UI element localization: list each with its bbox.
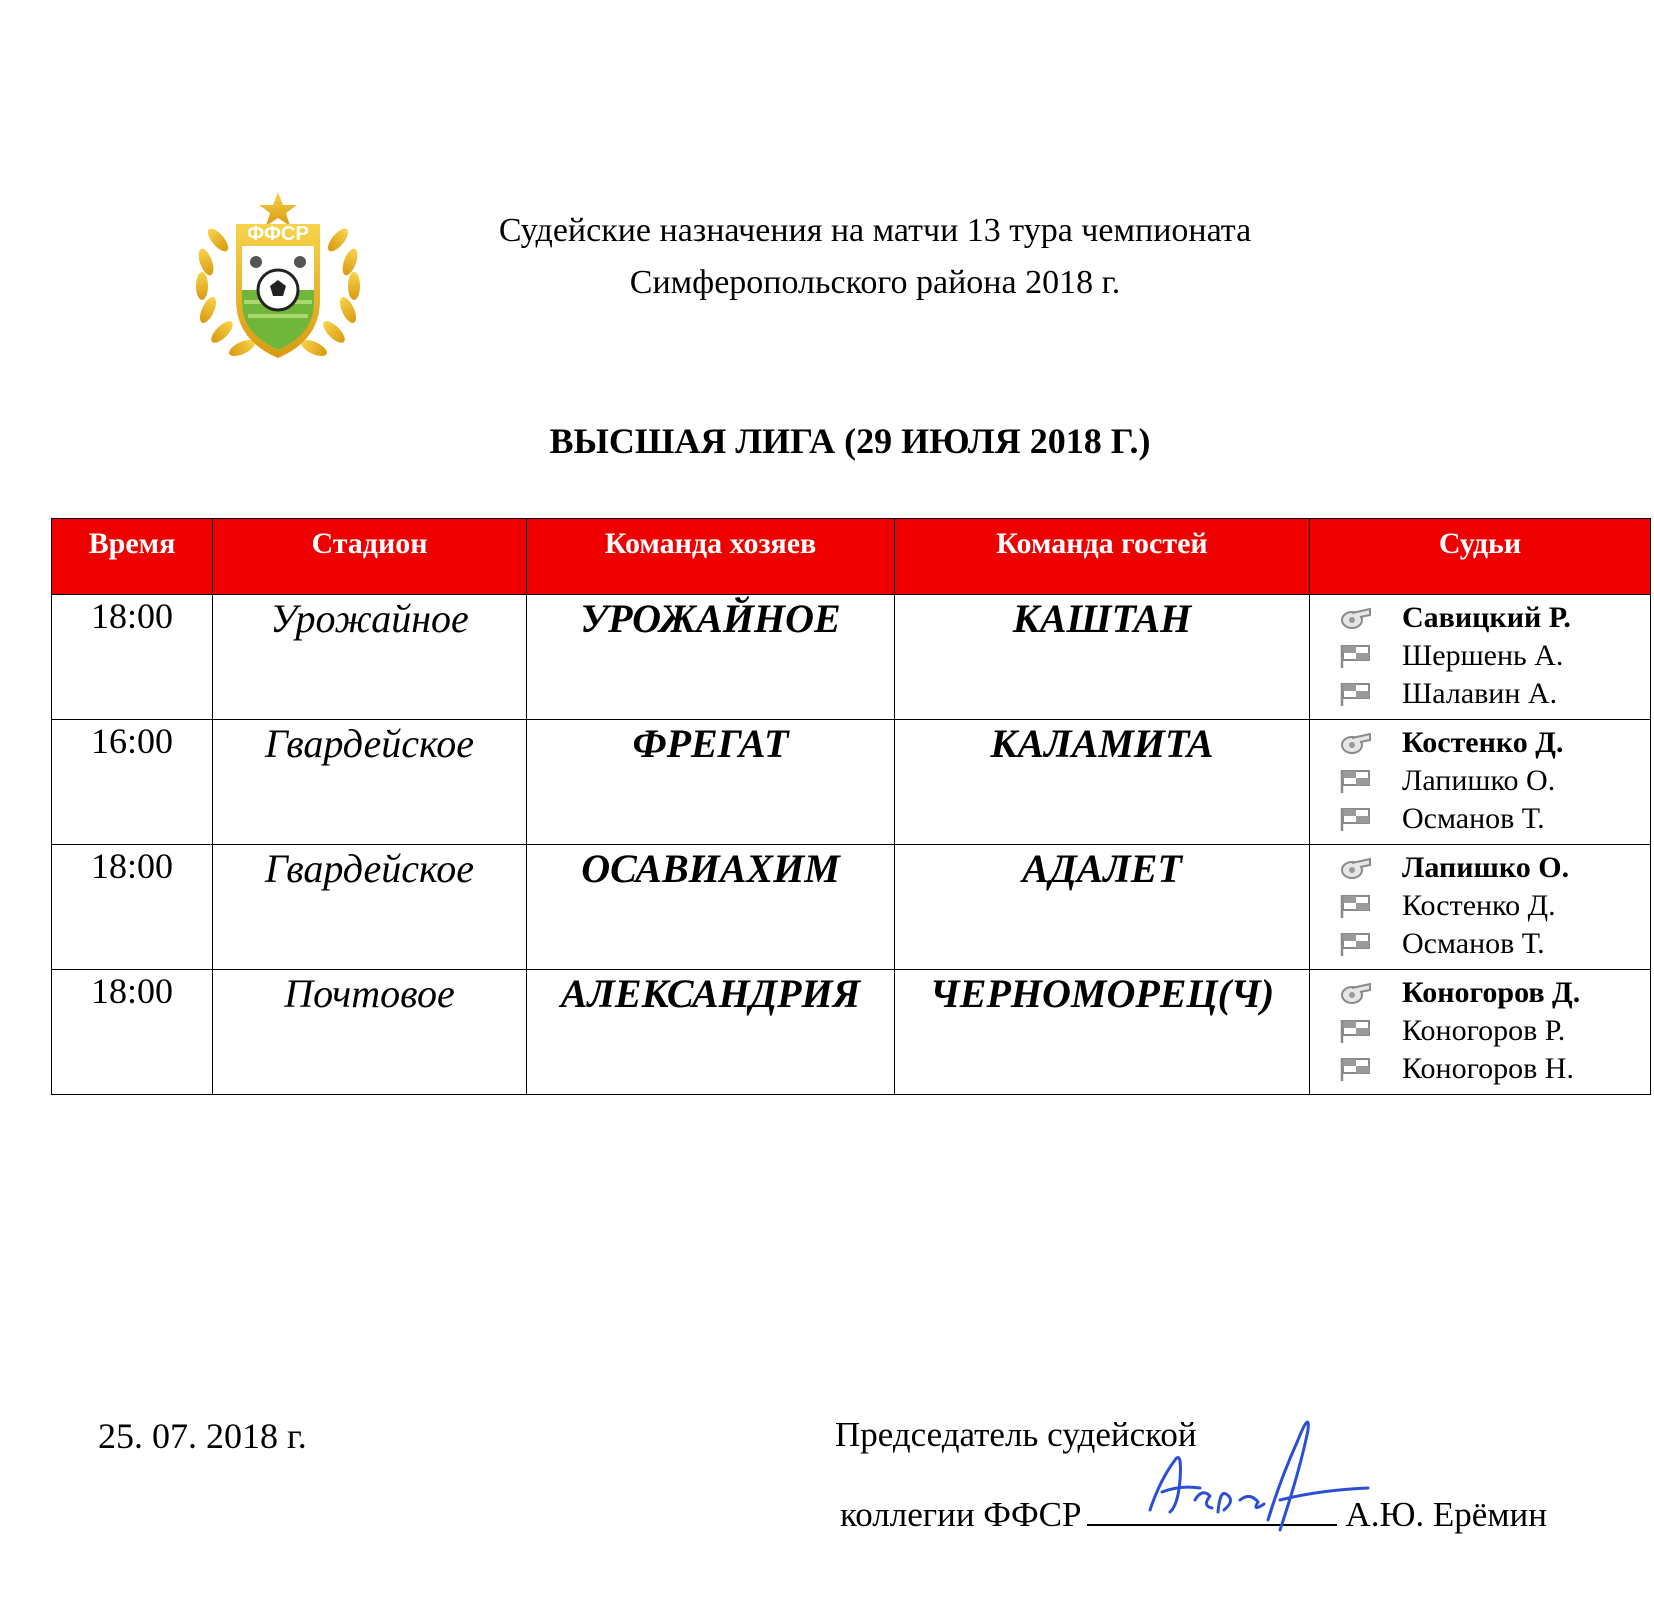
- match-time: 18:00: [52, 595, 213, 720]
- referee-name: Костенко Д.: [1402, 726, 1564, 759]
- schedule-table: [51, 518, 1651, 1095]
- assistant-referee: [1338, 887, 1650, 925]
- referee-name: Коногоров Д.: [1402, 976, 1581, 1009]
- table-row: [52, 595, 1651, 720]
- header-away-team: Команда гостей: [895, 519, 1310, 595]
- main-referee: [1338, 599, 1650, 637]
- chair-name: А.Ю. Ерёмин: [1345, 1495, 1547, 1534]
- home-team: АЛЕКСАНДРИЯ: [527, 970, 895, 1095]
- referee-name: Костенко Д.: [1402, 889, 1556, 922]
- referee-name: Коногоров Н.: [1402, 1052, 1574, 1085]
- flag-icon: [1338, 1056, 1372, 1082]
- away-team: КАЛАМИТА: [895, 720, 1310, 845]
- flag-icon: [1338, 806, 1372, 832]
- whistle-icon: [1338, 980, 1372, 1006]
- main-referee: [1338, 724, 1650, 762]
- referee-name: Шалавин А.: [1402, 677, 1558, 710]
- table-row: [52, 970, 1651, 1095]
- title-line-1: Судейские назначения на матчи 13 тура чемпионата: [498, 212, 1252, 249]
- whistle-icon: [1338, 855, 1372, 881]
- chair-title-line-2-text: коллегии ФФСР: [840, 1495, 1082, 1534]
- whistle-icon: [1338, 730, 1372, 756]
- referee-name: Савицкий Р.: [1402, 601, 1571, 634]
- header-referees: Судьи: [1310, 519, 1651, 595]
- main-referee: [1338, 849, 1650, 887]
- title-line-2: Симферопольского района 2018 г.: [629, 264, 1121, 301]
- match-stadium: Гвардейское: [213, 845, 527, 970]
- assistant-referee: [1338, 925, 1650, 963]
- away-team: АДАЛЕТ: [895, 845, 1310, 970]
- table-row: [52, 720, 1651, 845]
- handwritten-signature: [1140, 1400, 1370, 1540]
- match-time: 18:00: [52, 845, 213, 970]
- chair-title-line-1: Председатель судейской: [835, 1415, 1197, 1454]
- referees-cell: [1310, 970, 1651, 1095]
- referees-cell: [1310, 720, 1651, 845]
- home-team: УРОЖАЙНОЕ: [527, 595, 895, 720]
- flag-icon: [1338, 643, 1372, 669]
- main-referee: [1338, 974, 1650, 1012]
- referees-cell: [1310, 595, 1651, 720]
- match-time: 18:00: [52, 970, 213, 1095]
- whistle-icon: [1338, 605, 1372, 631]
- match-stadium: Урожайное: [213, 595, 527, 720]
- flag-icon: [1338, 681, 1372, 707]
- referee-name: Лапишко О.: [1402, 851, 1570, 884]
- away-team: ЧЕРНОМОРЕЦ(Ч): [895, 970, 1310, 1095]
- away-team: КАШТАН: [895, 595, 1310, 720]
- home-team: ОСАВИАХИМ: [527, 845, 895, 970]
- match-stadium: Гвардейское: [213, 720, 527, 845]
- header-home-team: Команда хозяев: [527, 519, 895, 595]
- assistant-referee: [1338, 637, 1650, 675]
- assistant-referee: [1338, 762, 1650, 800]
- match-stadium: Почтовое: [213, 970, 527, 1095]
- referee-name: Османов Т.: [1402, 802, 1545, 835]
- flag-icon: [1338, 1018, 1372, 1044]
- ffsr-logo: [188, 190, 368, 370]
- logo-text: ФФСР: [247, 223, 309, 245]
- document-title: [380, 205, 1370, 309]
- league-title: ВЫСШАЯ ЛИГА (29 ИЮЛЯ 2018 Г.): [549, 421, 1151, 461]
- referee-name: Коногоров Р.: [1402, 1014, 1566, 1047]
- assistant-referee: [1338, 1012, 1650, 1050]
- assistant-referee: [1338, 675, 1650, 713]
- home-team: ФРЕГАТ: [527, 720, 895, 845]
- assistant-referee: [1338, 1050, 1650, 1088]
- referees-cell: [1310, 845, 1651, 970]
- assistant-referee: [1338, 800, 1650, 838]
- referee-name: Шершень А.: [1402, 639, 1564, 672]
- referee-name: Лапишко О.: [1402, 764, 1556, 797]
- header-stadium: Стадион: [213, 519, 527, 595]
- table-header-row: [52, 519, 1651, 595]
- flag-icon: [1338, 768, 1372, 794]
- header-time: Время: [52, 519, 213, 595]
- table-row: [52, 845, 1651, 970]
- flag-icon: [1338, 931, 1372, 957]
- match-time: 16:00: [52, 720, 213, 845]
- document-date: 25. 07. 2018 г.: [98, 1416, 307, 1456]
- referee-name: Османов Т.: [1402, 927, 1545, 960]
- flag-icon: [1338, 893, 1372, 919]
